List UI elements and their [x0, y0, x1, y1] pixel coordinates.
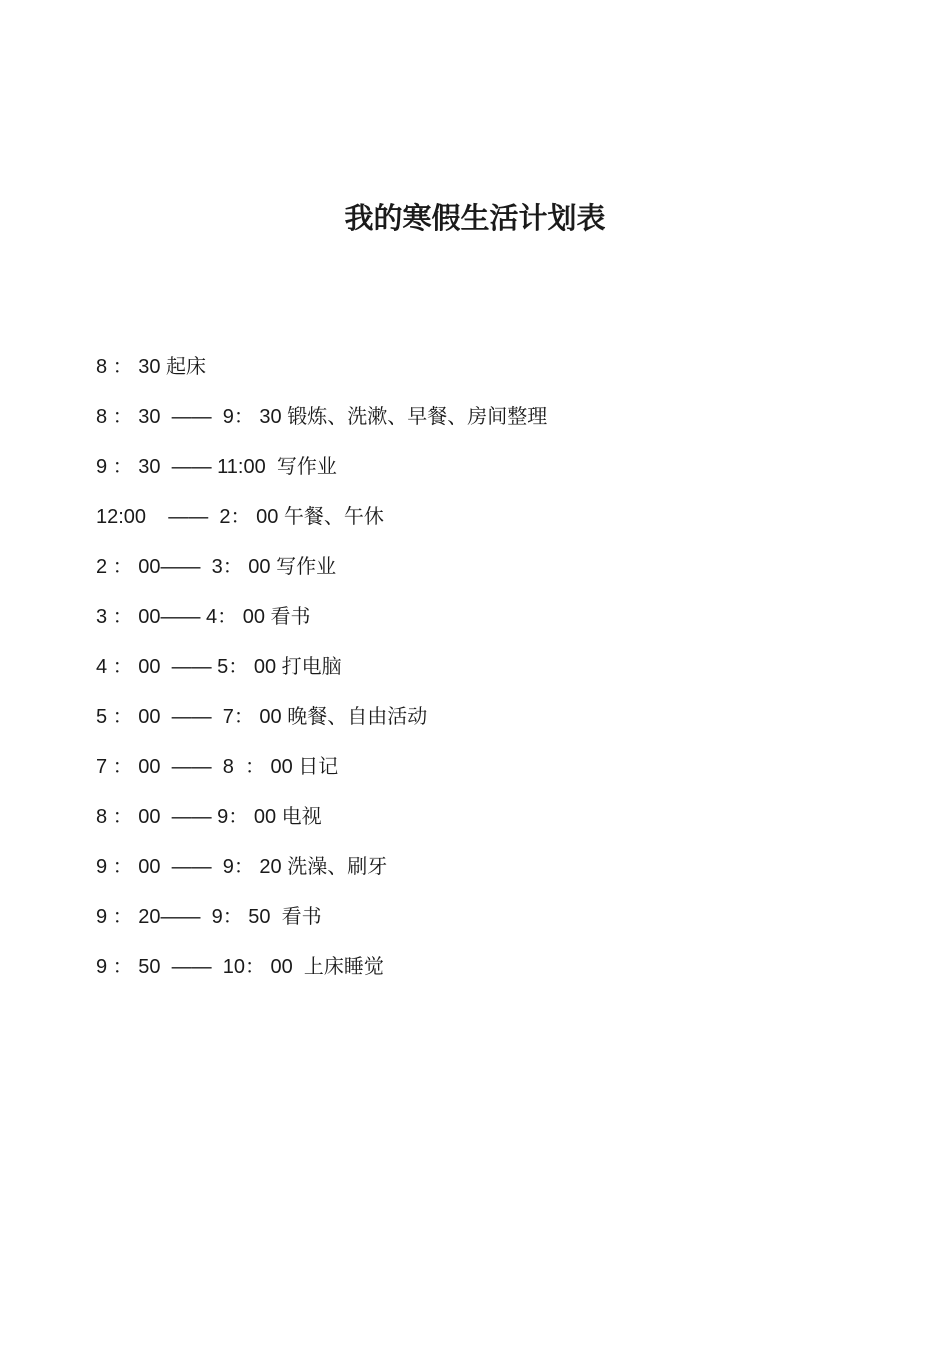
schedule-list — [96, 350, 896, 1000]
schedule-item: 2 ： 00—— 3： 00 写作业 — [96, 556, 337, 578]
schedule-item: 12:00 —— 2： 00 午餐、午休 — [96, 506, 384, 528]
schedule-item: 9 ： 50 —— 10： 00 上床睡觉 — [96, 956, 384, 978]
schedule-item: 8 ： 30 起床 — [96, 356, 207, 378]
schedule-item: 3 ： 00—— 4： 00 看书 — [96, 606, 311, 628]
schedule-item: 4 ： 00 —— 5： 00 打电脑 — [96, 656, 342, 678]
schedule-item: 7 ： 00 —— 8 ： 00 日记 — [96, 756, 339, 778]
schedule-item: 8 ： 30 —— 9： 30 锻炼、洗漱、早餐、房间整理 — [96, 406, 548, 428]
schedule-item: 9 ： 20—— 9： 50 看书 — [96, 906, 322, 928]
schedule-item: 5 ： 00 —— 7： 00 晚餐、自由活动 — [96, 706, 428, 728]
schedule-item: 8 ： 00 —— 9： 00 电视 — [96, 806, 322, 828]
page-title: 我的寒假生活计划表 — [344, 201, 606, 235]
schedule-item: 9 ： 30 —— 11:00 写作业 — [96, 456, 337, 478]
schedule-item: 9 ： 00 —— 9： 20 洗澡、刷牙 — [96, 856, 388, 878]
